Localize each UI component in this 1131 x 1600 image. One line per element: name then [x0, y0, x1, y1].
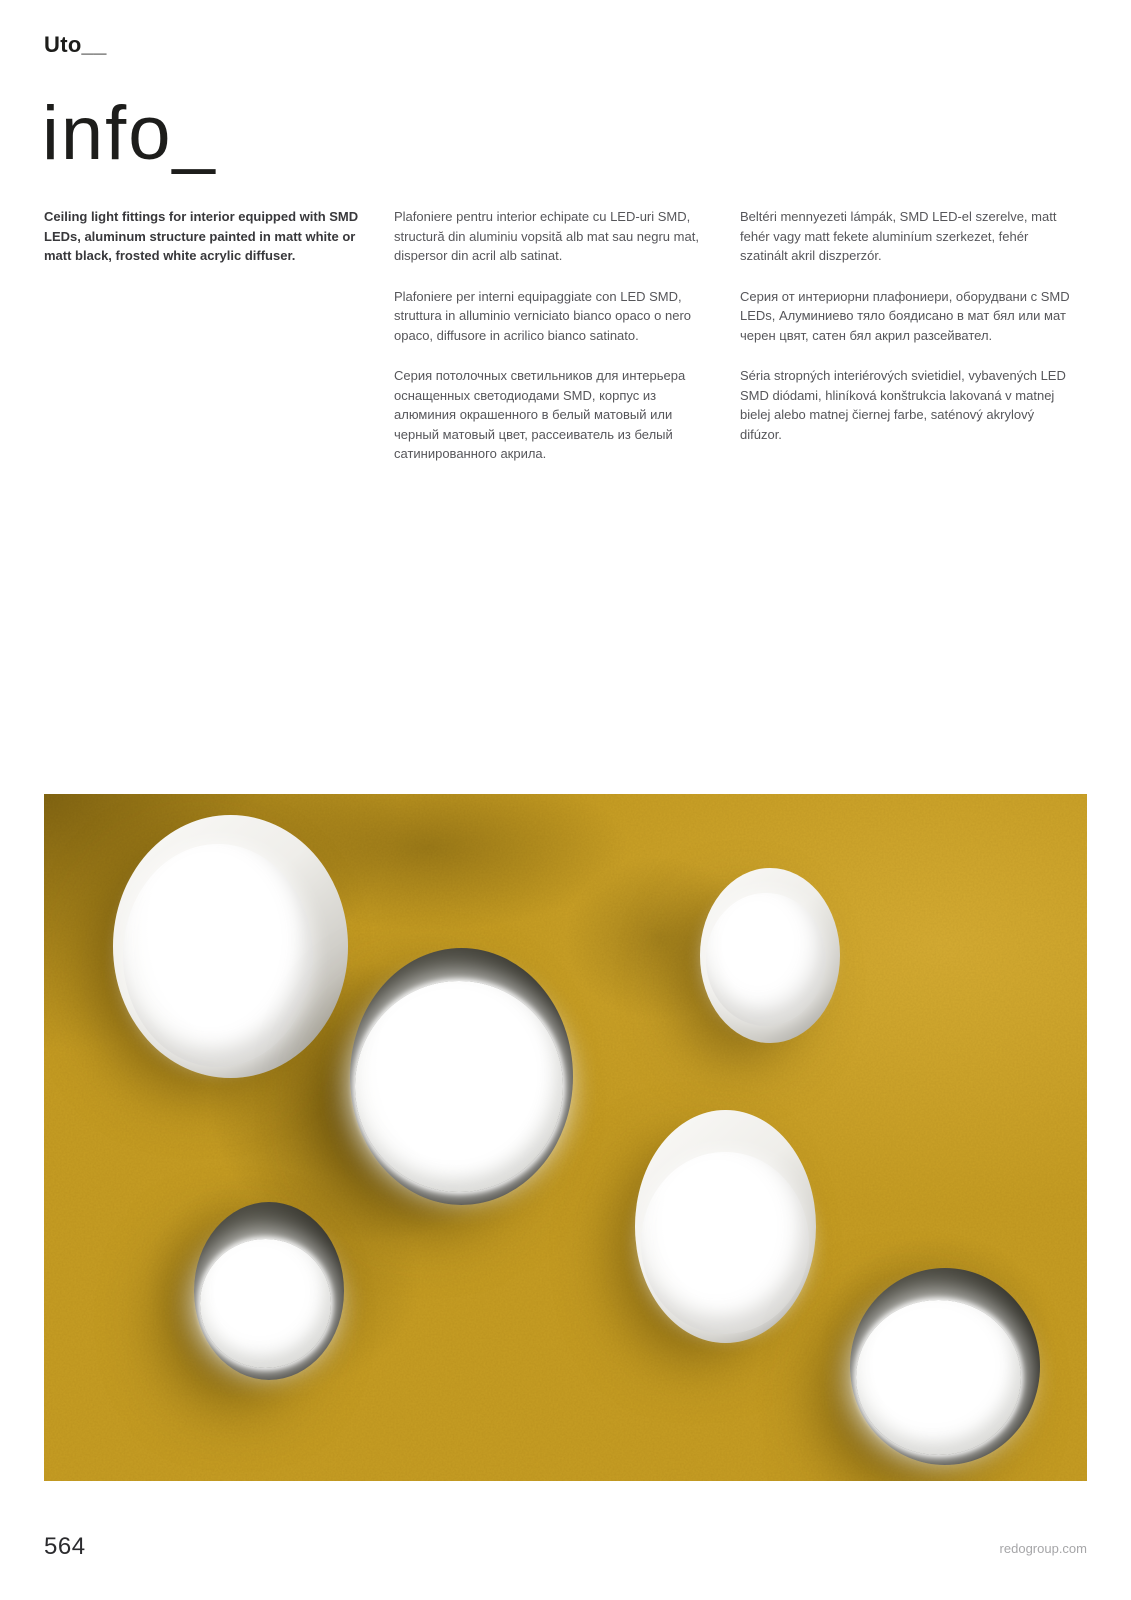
- lamp-diffuser: [856, 1300, 1021, 1456]
- product-photo: [44, 794, 1087, 1481]
- description-columns: [44, 207, 1087, 485]
- description-bg: Серия от интериорни плафониери, оборудвани с SMD LEDs, Алуминиево тяло боядисано в мат бял или мат черен цвят, сатен бял акрил разсейвател.: [740, 288, 1070, 343]
- lamp-diffuser: [641, 1152, 809, 1334]
- ceiling-lamp-white-small-top-right: [700, 868, 840, 1043]
- ceiling-lamp-white-medium-center-right: [635, 1110, 815, 1343]
- ceiling-lamp-black-large-center: [350, 948, 573, 1205]
- description-column: [394, 207, 740, 485]
- lamp-diffuser: [200, 1239, 331, 1367]
- lamp-layer: [44, 794, 1087, 1481]
- ceiling-lamp-black-small-bottom-left: [194, 1202, 344, 1380]
- description-it: Plafoniere per interni equipaggiate con LED SMD, struttura in alluminio verniciato bianco opaco o nero opaco, diffusore in acrilico bianco satinato.: [394, 288, 692, 343]
- lamp-diffuser: [123, 844, 313, 1067]
- ceiling-lamp-white-large-top-left: [113, 815, 348, 1077]
- description-ru: Серия потолочных светильников для интерьера оснащенных светодиодами SMD, корпус из алюминия окрашенного в белый матовый или черный матовый цвет, рассеиватель из белый сатинированного акрила.: [394, 368, 686, 461]
- website-text: redogroup.com: [999, 1541, 1087, 1556]
- description-column: [740, 207, 1087, 485]
- description-en: Ceiling light fittings for interior equipped with SMD LEDs, aluminum structure painted in matt white or matt black, frosted white acrylic diffuser.: [44, 209, 359, 263]
- ceiling-lamp-black-medium-bottom-right: [850, 1268, 1040, 1465]
- description-hu: Beltéri mennyezeti lámpák, SMD LED-el szerelve, matt fehér vagy matt fekete aluminíum szerkezet, fehér szatinált akril diszperzór.: [740, 209, 1057, 263]
- description-column: [44, 207, 394, 485]
- page-title: info_: [42, 91, 217, 176]
- lamp-diffuser: [706, 893, 826, 1026]
- description-sk: Séria stropných interiérových svietidiel, vybavených LED SMD diódami, hliníková konštrukcia lakovaná v matnej bielej alebo matnej čiernej farbe, saténový akrylový difúzor.: [740, 368, 1066, 442]
- lamp-diffuser: [355, 981, 563, 1192]
- description-ro: Plafoniere pentru interior echipate cu LED-uri SMD, structură din aluminiu vopsită alb mat sau negru mat, dispersor din acril alb satinat.: [394, 209, 699, 263]
- product-name: Uto__: [44, 32, 107, 57]
- page-number: 564: [44, 1533, 86, 1560]
